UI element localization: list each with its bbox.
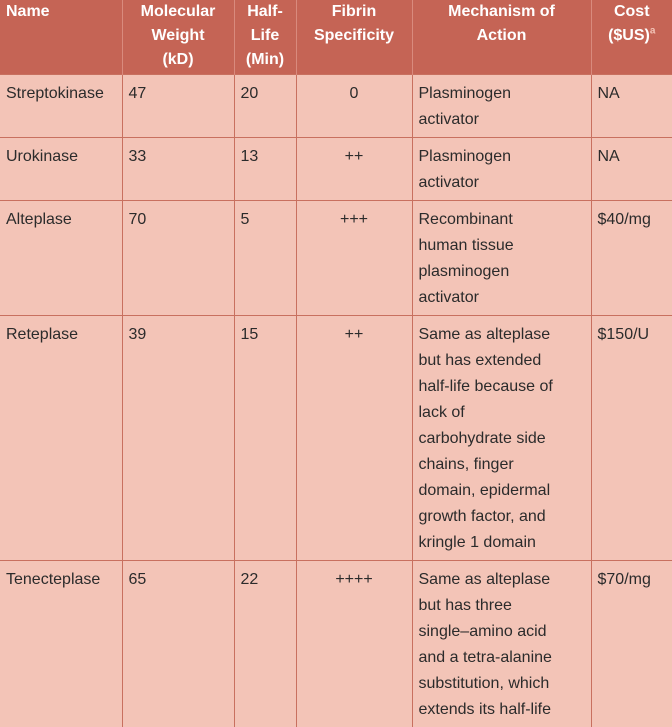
table-row bbox=[0, 137, 672, 200]
cell-molecular-weight: 39 bbox=[122, 315, 234, 560]
cell-name: Streptokinase bbox=[0, 74, 122, 137]
cell-name: Reteplase bbox=[0, 315, 122, 560]
cell-fibrin-specificity: 0 bbox=[296, 74, 412, 137]
table-body bbox=[0, 74, 672, 727]
cell-molecular-weight: 33 bbox=[122, 137, 234, 200]
cell-fibrin-specificity: ++ bbox=[296, 137, 412, 200]
cell-cost: $70/mg bbox=[591, 560, 672, 727]
cell-cost: NA bbox=[591, 74, 672, 137]
table-row bbox=[0, 560, 672, 727]
cell-fibrin-specificity: ++++ bbox=[296, 560, 412, 727]
cell-name: Urokinase bbox=[0, 137, 122, 200]
header-mechanism: Mechanism of Action bbox=[412, 0, 591, 74]
cell-half-life: 5 bbox=[234, 200, 296, 315]
cell-cost: $150/U bbox=[591, 315, 672, 560]
cell-molecular-weight: 65 bbox=[122, 560, 234, 727]
header-name: Name bbox=[0, 0, 122, 74]
table-row bbox=[0, 200, 672, 315]
cell-cost: NA bbox=[591, 137, 672, 200]
cell-molecular-weight: 70 bbox=[122, 200, 234, 315]
cell-name: Alteplase bbox=[0, 200, 122, 315]
cell-half-life: 15 bbox=[234, 315, 296, 560]
cell-half-life: 13 bbox=[234, 137, 296, 200]
header-row bbox=[0, 0, 672, 74]
cell-mechanism: Plasminogen activator bbox=[412, 74, 591, 137]
cell-cost: $40/mg bbox=[591, 200, 672, 315]
header-molecular-weight: Molecular Weight (kD) bbox=[122, 0, 234, 74]
cell-mechanism: Recombinant human tissue plasminogen activator bbox=[412, 200, 591, 315]
cost-footnote-marker: a bbox=[649, 25, 656, 37]
cell-name: Tenecteplase bbox=[0, 560, 122, 727]
header-half-life: Half- Life (Min) bbox=[234, 0, 296, 74]
table-row bbox=[0, 315, 672, 560]
table-row bbox=[0, 74, 672, 137]
header-fibrin-specificity: Fibrin Specificity bbox=[296, 0, 412, 74]
cell-fibrin-specificity: ++ bbox=[296, 315, 412, 560]
cell-mechanism: Same as alteplase but has extended half-life because of lack of carbohydrate side chains, finger domain, epidermal growth factor, and kringle 1 domain bbox=[412, 315, 591, 560]
cell-fibrin-specificity: +++ bbox=[296, 200, 412, 315]
cell-half-life: 22 bbox=[234, 560, 296, 727]
cell-half-life: 20 bbox=[234, 74, 296, 137]
cell-mechanism: Plasminogen activator bbox=[412, 137, 591, 200]
header-cost: Cost ($US)$^a$ bbox=[591, 0, 672, 74]
cell-molecular-weight: 47 bbox=[122, 74, 234, 137]
cell-mechanism: Same as alteplase but has three single–amino acid and a tetra-alanine substitution, which extends its half-life bbox=[412, 560, 591, 727]
